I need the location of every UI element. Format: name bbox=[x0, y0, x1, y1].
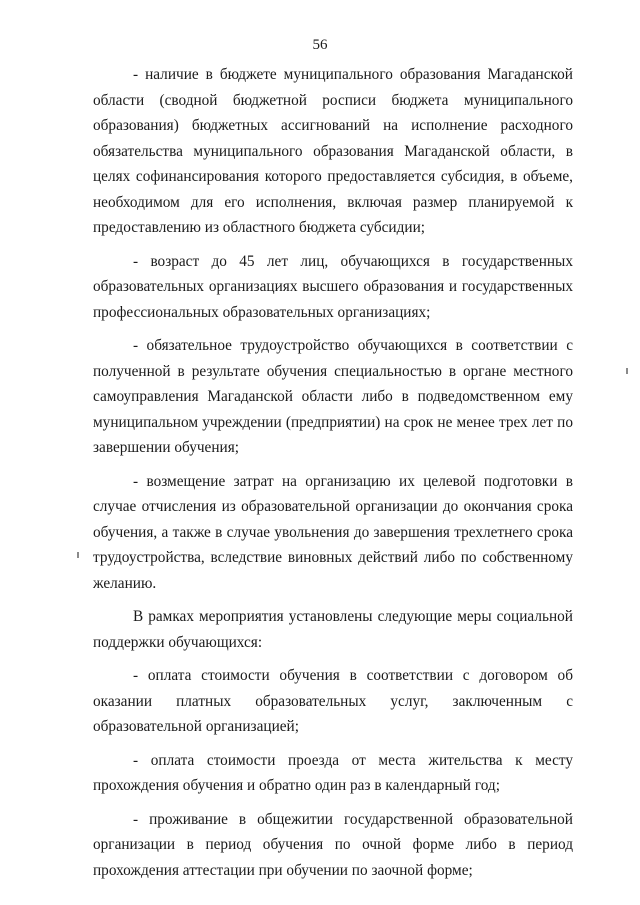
paragraph-cost-reimbursement: - возмещение затрат на организацию их целевой подготовки в случае отчисления из образовательной организации до окончания срока обучения, а также в случае увольнения до завершения трехлетнего срока трудоустройства, вследствие виновных действий либо по собственному желанию. bbox=[93, 472, 573, 592]
scan-mark-left bbox=[77, 552, 79, 558]
scan-mark-right bbox=[626, 368, 628, 374]
paragraph-travel-payment: - оплата стоимости проезда от места жительства к месту прохождения обучения и обратно один раз в календарный год; bbox=[93, 751, 573, 794]
paragraph-dormitory: - проживание в общежитии государственной образовательной организации в период обучения по очной форме либо в период прохождения аттестации при обучении по заочной форме; bbox=[93, 810, 573, 879]
paragraph-mandatory-employment: - обязательное трудоустройство обучающихся в соответствии с полученной в результате обучения специальностью в органе местного самоуправления Магаданской области либо в подведомственном ему муниципальном учреждении (предприятии) на срок не менее трех лет по завершении обучения; bbox=[93, 337, 573, 456]
paragraph-support-measures-intro: В рамках мероприятия установлены следующие меры социальной поддержки обучающихся: bbox=[93, 608, 573, 651]
page-number: 56 bbox=[312, 37, 328, 53]
paragraph-tuition-payment: - оплата стоимости обучения в соответствии с договором об оказании платных образовательных услуг, заключенным с образовательной организацией; bbox=[93, 667, 573, 735]
paragraph-budget-condition: - наличие в бюджете муниципального образования Магаданской области (сводной бюджетной росписи бюджета муниципального образования) бюджетных ассигнований на исполнение расходного обязательства муниципального образования Магаданской области, в целях софинансирования которого предоставляется субсидия, в объеме, необходимом для его исполнения, включая размер планируемой к предоставлению из областного бюджета субсидии; bbox=[93, 66, 573, 236]
body-text bbox=[93, 62, 573, 883]
paragraph-age-limit: - возраст до 45 лет лиц, обучающихся в государственных образовательных организациях высшего образования и государственных профессиональных образовательных организациях; bbox=[93, 252, 573, 321]
